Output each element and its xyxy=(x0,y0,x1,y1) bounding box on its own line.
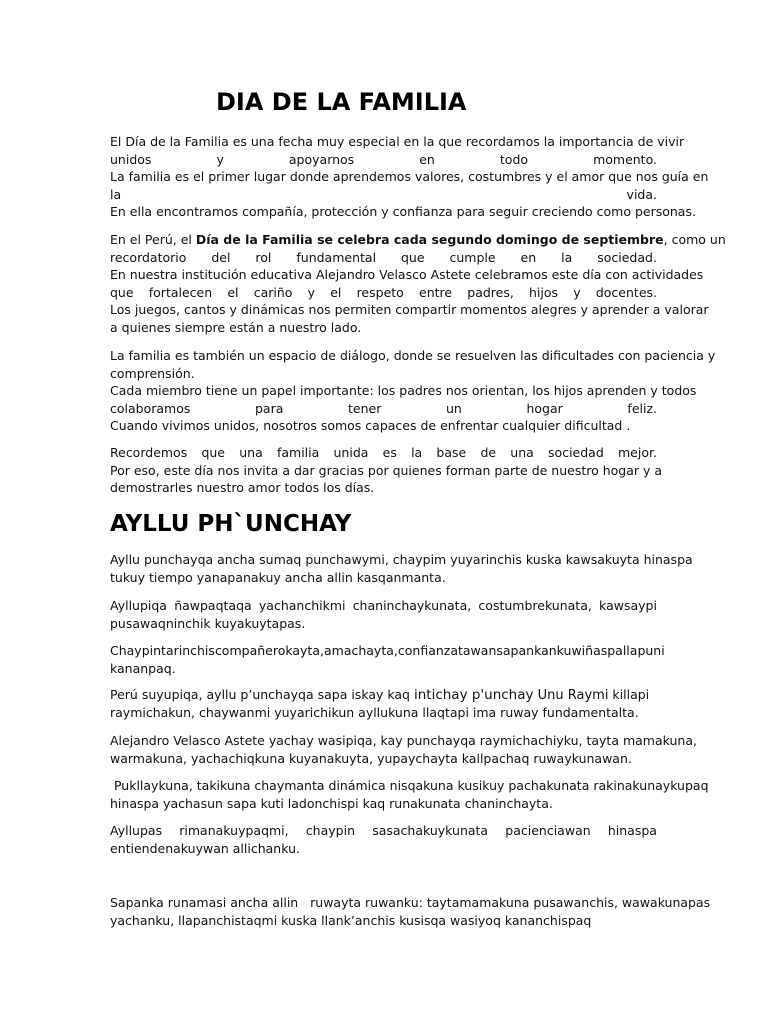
paragraph-line xyxy=(110,686,657,704)
paragraph-line: entiendenakuywan allichanku. xyxy=(110,840,300,856)
word: es xyxy=(382,445,397,460)
quechua-paragraph-7 xyxy=(110,822,657,857)
paragraph-line: Cuando vivimos unidos, nosotros somos capaces de enfrentar cualquier dificultad . xyxy=(110,418,631,434)
word: chaninchaykunata, xyxy=(352,598,472,613)
paragraph-4 xyxy=(110,444,663,497)
paragraph-line: La familia es también un espacio de diálogo, donde se resuelven las dificultades con paciencia y xyxy=(110,348,716,363)
word: la xyxy=(561,249,573,265)
document-title: DIA DE LA FAMILIA xyxy=(216,88,467,116)
text-run-alt-font: intichay p'unchay xyxy=(413,687,534,703)
justified-line xyxy=(110,151,657,169)
word: el xyxy=(330,284,342,300)
word: confianzatawan xyxy=(397,643,497,658)
word: unida xyxy=(333,445,369,460)
paragraph-line: comprensión. xyxy=(110,365,195,381)
word: Recordemos xyxy=(110,445,188,460)
paragraph-line: La familia es el primer lugar donde aprendemos valores, costumbres y el amor que nos guía en xyxy=(110,169,709,185)
word: tarinchis xyxy=(161,643,215,658)
word: entre xyxy=(419,284,453,300)
paragraph-line: Alejandro Velasco Astete yachay wasipiqa, kay punchayqa raymichachiyku, tayta mamakuna, xyxy=(110,733,697,748)
paragraph-line: Los juegos, cantos y dinámicas nos permiten compartir momentos alegres y aprender a valorar xyxy=(110,302,709,318)
paragraph-line: Por eso, este día nos invita a dar gracias por quienes forman parte de nuestro hogar y a xyxy=(110,462,663,478)
word: del xyxy=(211,249,231,265)
word: rol xyxy=(255,249,272,265)
word: momento. xyxy=(593,151,657,167)
word: hinaspa xyxy=(607,823,657,838)
word: chaypin xyxy=(305,823,355,838)
justified-line xyxy=(110,400,657,418)
paragraph-line: Ayllu punchayqa ancha sumaq punchawymi, chaypim yuyarinchis kuska kawsakuyta hinaspa xyxy=(110,552,693,567)
word: yachanchikmi xyxy=(258,598,346,613)
word: apoyarnos xyxy=(288,151,355,167)
paragraph-line: raymichakun, chaywanmi yuyarichikun ayllukuna llaqtapi ima ruway fundamentalta. xyxy=(110,704,639,720)
quechua-paragraph-1 xyxy=(110,551,693,586)
word: kayta, xyxy=(285,643,324,658)
word: base xyxy=(436,445,467,460)
word: en xyxy=(419,151,435,167)
word: amachayta, xyxy=(323,643,398,658)
word: en xyxy=(520,249,537,265)
word: vida. xyxy=(626,186,657,202)
word: todo xyxy=(499,151,529,167)
word: la xyxy=(110,186,122,202)
justified-line xyxy=(110,822,657,840)
paragraph-line: El Día de la Familia es una fecha muy especial en la que recordamos la importancia de vivir xyxy=(110,134,685,149)
bold-text: Día de la Familia se celebra cada segundo domingo de septiembre xyxy=(195,232,664,247)
word: Ayllupiqa xyxy=(110,598,167,613)
word: una xyxy=(510,445,534,460)
word: cumple xyxy=(449,249,496,265)
paragraph-line: Sapanka runamasi ancha allin ruwayta ruwanku: taytamamakuna pusawanchis, wawakunapas xyxy=(110,895,711,910)
word: que xyxy=(110,284,134,300)
word: sociedad xyxy=(548,445,604,460)
word: Chaypin xyxy=(110,643,162,658)
word: y xyxy=(216,151,224,167)
word: pacienciawan xyxy=(505,823,591,838)
justified-line xyxy=(110,186,657,204)
justified-line xyxy=(110,597,657,615)
word: familia xyxy=(276,445,320,460)
word: sociedad. xyxy=(597,249,657,265)
paragraph-line: En ella encontramos compañía, protección y confianza para seguir creciendo como personas. xyxy=(110,204,696,220)
word: y xyxy=(573,284,581,300)
quechua-paragraph-8 xyxy=(110,894,711,929)
word: colaboramos xyxy=(110,400,191,416)
paragraph-line: a quienes siempre están a nuestro lado. xyxy=(110,319,362,335)
word: un xyxy=(446,400,462,416)
word: ñawpaqtaqa xyxy=(174,598,252,613)
word: tener xyxy=(348,400,382,416)
paragraph-line: pusawaqninchik kuyakuytapas. xyxy=(110,615,306,631)
word: compañero xyxy=(214,643,286,658)
word: y xyxy=(307,284,316,300)
paragraph-line: En nuestra institución educativa Alejandro Velasco Astete celebramos este día con actividades xyxy=(110,267,704,283)
quechua-title: AYLLU PH`UNCHAY xyxy=(110,511,352,537)
paragraph-line: Pukllaykuna, takikuna chaymanta dinámica nisqakuna kusikuy pachakunata rakinakunaykupaq xyxy=(110,778,709,793)
word: para xyxy=(255,400,284,416)
word: wiñaspallapuni xyxy=(571,643,665,658)
word: Ayllupas xyxy=(110,823,163,838)
text-run: killapi xyxy=(608,687,650,702)
word: sasachakuykunata xyxy=(372,823,489,838)
justified-line xyxy=(110,444,657,462)
paragraph-line: demostrarles nuestro amor todos los días. xyxy=(110,480,375,496)
text-run: Perú suyupiqa, ayllu p’unchayqa sapa iskay kaq xyxy=(110,687,414,702)
quechua-paragraph-3 xyxy=(110,642,665,677)
word: fundamental xyxy=(296,249,377,265)
justified-line xyxy=(110,642,665,660)
text-run: , como un xyxy=(663,232,726,247)
word: una xyxy=(239,445,263,460)
paragraph-line: Cada miembro tiene un papel importante: los padres nos orientan, los hijos aprenden y todos xyxy=(110,383,697,399)
word: cariño xyxy=(253,284,293,300)
paragraph-line: yachanku, llapanchistaqmi kuska llank’anchis kusisqa wasiyoq kananchispaq xyxy=(110,912,592,928)
quechua-paragraph-4 xyxy=(110,686,657,721)
paragraph-3 xyxy=(110,347,716,435)
word: el xyxy=(227,284,239,300)
justified-line xyxy=(110,249,657,267)
word: hijos xyxy=(529,284,559,300)
word: kawsaypi xyxy=(599,598,657,613)
word: la xyxy=(411,445,423,460)
paragraph-1 xyxy=(110,133,709,221)
paragraph-line xyxy=(110,231,726,249)
word: de xyxy=(480,445,497,460)
word: unidos xyxy=(110,151,152,167)
word: fortalecen xyxy=(148,284,213,300)
paragraph-line: kananpaq. xyxy=(110,660,176,676)
paragraph-line: hinaspa yachasun sapa kuti ladonchispi kaq runakunata chaninchayta. xyxy=(110,795,553,811)
word: rimanakuypaqmi, xyxy=(179,823,289,838)
paragraph-line: tukuy tiempo yanapanakuy ancha allin kasqanmanta. xyxy=(110,569,446,585)
word: padres, xyxy=(467,284,514,300)
word: respeto xyxy=(356,284,404,300)
text-run-alt-font: Unu Raymi xyxy=(533,688,609,703)
quechua-paragraph-2 xyxy=(110,597,657,632)
word: que xyxy=(401,249,425,265)
word: hogar xyxy=(526,400,563,416)
text-run: En el Perú, el xyxy=(110,232,196,247)
justified-line xyxy=(110,284,657,302)
quechua-paragraph-6 xyxy=(110,777,709,812)
word: costumbrekunata, xyxy=(478,598,592,613)
word: que xyxy=(201,445,225,460)
quechua-paragraph-5 xyxy=(110,732,697,767)
word: mejor. xyxy=(617,445,657,460)
word: recordatorio xyxy=(110,249,187,265)
paragraph-2 xyxy=(110,231,726,337)
word: feliz. xyxy=(627,400,657,416)
word: docentes. xyxy=(595,284,657,300)
word: sapankanku xyxy=(496,643,572,658)
paragraph-line: warmakuna, yachachiqkuna kuyanakuyta, yupaychayta kallpachaq ruwaykunawan. xyxy=(110,750,632,766)
